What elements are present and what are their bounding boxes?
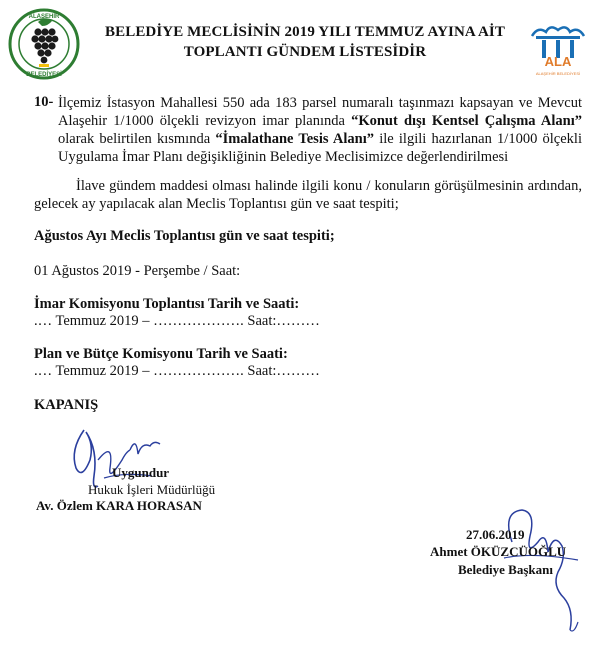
legal-department-label: Hukuk İşleri Müdürlüğü xyxy=(88,482,216,497)
seal-top-text: ALAŞEHİR xyxy=(28,14,60,20)
imar-commission-heading: İmar Komisyonu Toplantısı Tarih ve Saati: xyxy=(34,296,300,312)
item10-bold-2: “İmalathane Tesis Alanı” xyxy=(215,131,374,147)
august-meeting-heading: Ağustos Ayı Meclis Toplantısı gün ve saat tespiti; xyxy=(34,228,335,244)
imar-commission-line: .… Temmuz 2019 – ………………. Saat:……… xyxy=(34,313,320,329)
ala-logo-subtext: ALAŞEHİR BELEDİYESİ xyxy=(535,71,581,76)
mayor-name: Ahmet ÖKÜZCÜOĞLU xyxy=(430,544,567,559)
agenda-item-number: 10- xyxy=(34,94,54,110)
budget-commission-heading: Plan ve Bütçe Komisyonu Tarih ve Saati: xyxy=(34,346,288,362)
item10-text-1: İlçemiz İstasyon Mahallesi 550 ada 183 parsel numaralı taşınmazı kapsayan ve Mevcut Alaşehir 1/1000 ölçekli revizyon imar planında xyxy=(58,95,582,129)
signature-date: 27.06.2019 xyxy=(466,527,525,542)
extra-agenda-paragraph: İlave gündem maddesi olması halinde ilgili konu / konuların görüşülmesinin ardından, gelecek ay yapılacak alan Meclis Toplantısı gün ve saat tespiti; xyxy=(34,178,582,212)
budget-commission-line: .… Temmuz 2019 – ………………. Saat:……… xyxy=(34,363,320,379)
august-meeting-date: 01 Ağustos 2019 - Perşembe / Saat: xyxy=(34,263,241,279)
approval-label: Uygundur xyxy=(112,465,170,480)
document-title-line-2: TOPLANTI GÜNDEM LİSTESİDİR xyxy=(183,44,427,60)
mayor-title: Belediye Başkanı xyxy=(458,562,553,577)
legal-signatory-name: Av. Özlem KARA HORASAN xyxy=(36,498,202,513)
document-title-line-1: BELEDİYE MECLİSİNİN 2019 YILI TEMMUZ AYINA AİT xyxy=(105,24,505,40)
agenda-item-10 xyxy=(58,94,582,166)
item10-text-3: ile ilgili hazırlanan 1/1000 ölçekli Uygulama İmar Planı değişikliğinin Belediye Meclisimizce değerlendirilmesi xyxy=(58,131,582,165)
item10-bold-1: “Konut dışı Kentsel Çalışma Alanı” xyxy=(351,113,582,129)
ala-logo-text: ALA xyxy=(544,54,572,69)
seal-bottom-text: BELEDİYESİ xyxy=(26,72,62,78)
item10-text-2: olarak belirtilen kısmında xyxy=(58,131,216,147)
closing-heading: KAPANIŞ xyxy=(34,397,99,413)
